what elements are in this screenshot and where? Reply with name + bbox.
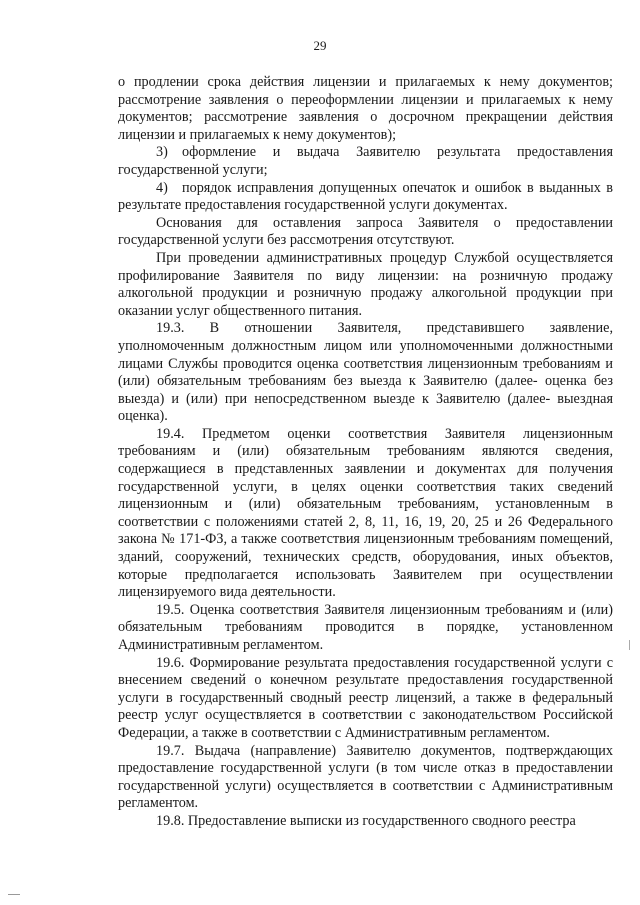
paragraph: Основания для оставления запроса Заявителя о предоставлении государственной услуги без рассмотрения отсутствуют.: [118, 214, 613, 249]
paragraph: о продлении срока действия лицензии и прилагаемых к нему документов; рассмотрение заявления о переоформлении лицензии и прилагаемых к нему документов; рассмотрение заявления о досрочном прекращении действия лицензии и прилагаемых к нему документов);: [118, 74, 613, 143]
clause-19-7: 19.7. Выдача (направление) Заявителю документов, подтверждающих предоставление государственной услуги (в том числе отказ в предоставлении государственной услуги) осуществляется в соответствии с Административным регламентом.: [118, 742, 613, 812]
scan-artifact: [8, 894, 20, 895]
clause-19-5: 19.5. Оценка соответствия Заявителя лицензионным требованиям и (или) обязательным требованиям проводится в порядке, установленном Административным регламентом.: [118, 601, 613, 653]
document-body: [118, 74, 613, 831]
list-item-3: 3) оформление и выдача Заявителю результата предоставления государственной услуги;: [118, 144, 613, 178]
paragraph: При проведении административных процедур Службой осуществляется профилирование Заявителя по виду лицензии: на розничную продажу алкогольной продукции и розничную продажу алкогольной продукции при оказании услуг общественного питания.: [118, 249, 613, 319]
clause-19-3: 19.3. В отношении Заявителя, представившего заявление, уполномоченным должностным лицом или уполномоченными должностными лицами Службы проводится оценка соответствия лицензионным требованиям и (или) обязательным требованиям без выезда к Заявителю (далее- оценка без выезда) и (или) при непосредственном выезде к Заявителю (далее- выездная оценка).: [118, 320, 613, 425]
clause-19-8: 19.8. Предоставление выписки из государственного сводного реестра: [156, 812, 576, 829]
clause-19-6: 19.6. Формирование результата предоставления государственной услуги с внесением сведений о конечном результате предоставления государственной услуги в государственный сводный реестр лицензий, а также в федеральный реестр услуг осуществляется в соответствии с законодательством Российской Федерации, а также в соответствии с Административным регламентом.: [118, 654, 613, 741]
page-number: 29: [313, 38, 327, 53]
scan-artifact: [629, 640, 630, 650]
clause-19-4: 19.4. Предметом оценки соответствия Заявителя лицензионным требованиям и (или) обязательным требованиям являются сведения, содержащиеся в представленных заявлении и документах для получения государственной услуги, в целях оценки соответствия таких сведений лицензионным и (или) обязательным требованиям, установленным в соответствии с положениями статей 2, 8, 11, 16, 19, 20, 25 и 26 Федерального закона № 171-ФЗ, а также соответствия лицензионным требованиям помещений, зданий, сооружений, технических средств, оборудования, иных объектов, которые предполагается использовать Заявителем при осуществлении лицензируемого вида деятельности.: [118, 425, 613, 601]
list-item-4: 4) порядок исправления допущенных опечаток и ошибок в выданных в результате предоставления государственной услуги документах.: [118, 179, 613, 214]
